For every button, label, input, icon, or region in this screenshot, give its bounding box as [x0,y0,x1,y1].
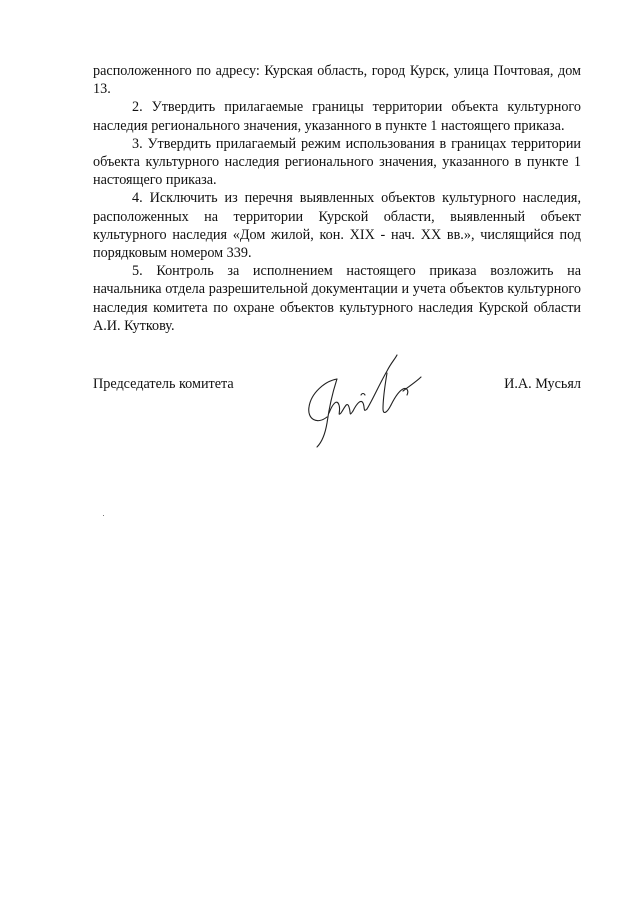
document-body [93,62,581,335]
paragraph-item-2: 2. Утвердить прилагаемые границы территории объекта культурного наследия регионального значения, указанного в пункте 1 настоящего приказа. [93,99,581,134]
scan-speck [103,515,104,516]
paragraph-address-continuation: расположенного по адресу: Курская область, город Курск, улица Почтовая, дом 13. [93,63,581,98]
signature-block [93,373,581,453]
signatory-title: Председатель комитета [93,376,234,392]
handwritten-signature [303,351,433,451]
signatory-name: И.А. Мусьял [504,376,581,392]
paragraph-item-3: 3. Утвердить прилагаемый режим использования в границах территории объекта культурного наследия регионального значения, указанного в пункте 1 настоящего приказа. [93,135,581,189]
paragraph-item-4: 4. Исключить из перечня выявленных объектов культурного наследия, расположенных на территории Курской области, выявленный объект культурного наследия «Дом жилой, кон. XIX - нач. XX вв.», числящийся под порядковым номером 339. [93,190,581,262]
paragraph-item-5: 5. Контроль за исполнением настоящего приказа возложить на начальника отдела разрешительной документации и учета объектов культурного наследия комитета по охране объектов культурного наследия Курской области А.И. Куткову. [93,263,581,334]
